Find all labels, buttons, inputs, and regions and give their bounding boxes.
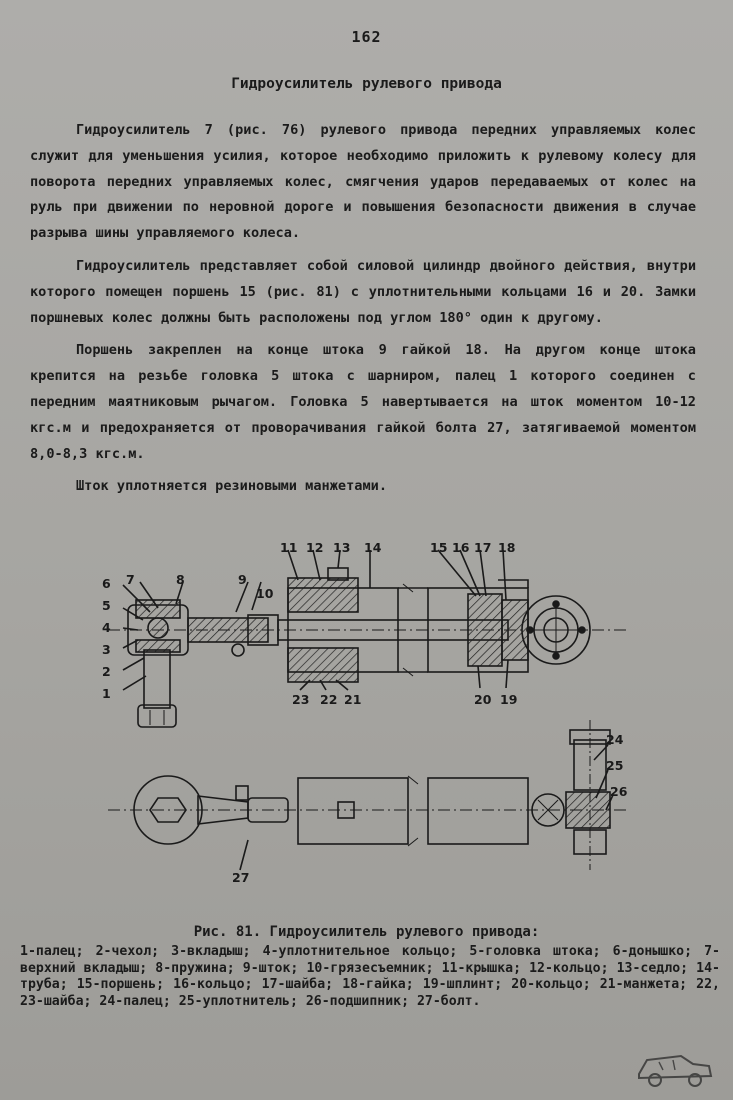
- callout-10: 10: [256, 586, 274, 601]
- callout-21: 21: [344, 692, 362, 707]
- callout-16: 16: [452, 540, 470, 555]
- callout-26: 26: [610, 784, 628, 799]
- callout-2: 2: [102, 664, 111, 679]
- section-title: Гидроусилитель рулевого привода: [231, 76, 502, 92]
- figure-caption: Рис. 81. Гидроусилитель рулевого привода:: [193, 924, 540, 940]
- callout-24: 24: [606, 732, 624, 747]
- callout-7: 7: [126, 572, 135, 587]
- paragraph-2: Гидроусилитель представляет собой силовой цилиндр двойного действия, внутри которого помещен поршень 15 (рис. 81) с уплотнительными кольцами 16 и 20. Замки поршневых колес должны быть расположены под углом 180° один к другому.: [30, 257, 696, 326]
- vehicle-stamp-icon: [629, 1042, 719, 1092]
- paragraph-4: Шток уплотняется резиновыми манжетами.: [76, 478, 387, 495]
- callout-19: 19: [500, 692, 518, 707]
- callout-9: 9: [238, 572, 247, 587]
- callout-15: 15: [430, 540, 448, 555]
- page-number: 162: [351, 28, 382, 46]
- figure-legend: 1-палец; 2-чехол; 3-вкладыш; 4-уплотнительное кольцо; 5-головка штока; 6-донышко; 7-верхний вкладыш; 8-пружина; 9-шток; 10-грязесъемник; 11-крышка; 12-кольцо; 13-седло; 14-труба; 15-поршень; 16-кольцо; 17-шайба; 18-гайка; 19-шплинт; 20-кольцо; 21-манжета; 22, 23-шайба; 24-палец; 25-уплотнитель; 26-подшипник; 27-болт.: [20, 944, 720, 1009]
- callout-11: 11: [280, 540, 298, 555]
- callout-22: 22: [320, 692, 338, 707]
- callout-12: 12: [306, 540, 324, 555]
- callout-13: 13: [333, 540, 351, 555]
- callout-23: 23: [292, 692, 310, 707]
- hydraulic-booster-drawing: [88, 540, 648, 900]
- callout-3: 3: [102, 642, 111, 657]
- body-text: [30, 118, 696, 507]
- technical-drawing: [88, 540, 648, 900]
- callout-17: 17: [474, 540, 492, 555]
- paragraph-3: Поршень закреплен на конце штока 9 гайкой 18. На другом конце штока крепится на резьбе головка 5 штока с шарниром, палец 1 которого соединен с передним маятниковым рычагом. Головка 5 навертывается на шток моментом 10-12 кгс.м и предохраняется от проворачивания гайкой болта 27, затягиваемой моментом 8,0-8,3 кгс.м.: [30, 342, 696, 462]
- callout-4: 4: [102, 620, 111, 635]
- callout-14: 14: [364, 540, 382, 555]
- callout-8: 8: [176, 572, 185, 587]
- paragraph-1: Гидроусилитель 7 (рис. 76) рулевого привода передних управляемых колес служит для уменьшения усилия, которое необходимо приложить к рулевому колесу для поворота передних управляемых колес, смягчения ударов передаваемых от колес на руль при движении по неровной дороге и повышения безопасности движения в случае разрыва шины управляемого колеса.: [30, 122, 696, 242]
- callout-20: 20: [474, 692, 492, 707]
- callout-27: 27: [232, 870, 250, 885]
- callout-18: 18: [498, 540, 516, 555]
- callout-6: 6: [102, 576, 111, 591]
- callout-25: 25: [606, 758, 624, 773]
- callout-1: 1: [102, 686, 111, 701]
- callout-5: 5: [102, 598, 111, 613]
